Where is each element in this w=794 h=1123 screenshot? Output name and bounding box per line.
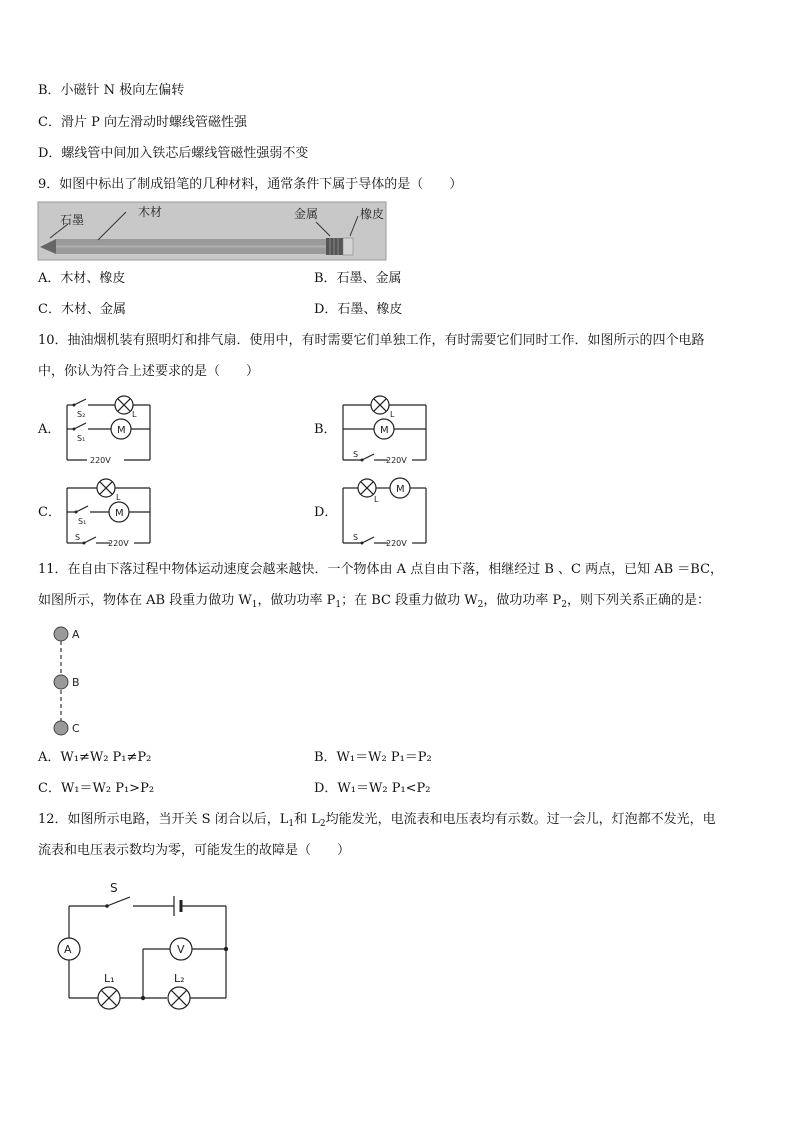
label-metal: 金属 [294,207,319,221]
svg-text:220V: 220V [90,456,111,465]
svg-text:M: M [115,508,124,519]
circuit-a [62,395,154,465]
q9-option-c: C．木材、金属 [38,302,126,317]
q11-option-d: D．W₁＝W₂ P₁<P₂ [314,781,431,796]
q8-option-b: B．小磁针 N 极向左偏转 [38,83,185,98]
q12-stem-line2: 流表和电压表示数均为零，可能发生的故障是（ ） [38,843,351,858]
q10-stem-line1: 10．抽油烟机装有照明灯和排气扇．使用中，有时需要它们单独工作，有时需要它们同时工作．如图所示的四个电路 [38,333,705,348]
svg-text:S: S [75,533,81,542]
svg-text:M: M [380,425,389,436]
point-a-ball [54,627,68,641]
svg-text:S: S [353,450,359,459]
svg-text:220V: 220V [386,456,407,465]
svg-text:L: L [390,410,395,419]
q9-stem: 9．如图中标出了制成铅笔的几种材料，通常条件下属于导体的是（ ） [38,177,463,192]
label-eraser: 橡皮 [360,207,385,221]
q9-option-b: B．石墨、金属 [314,271,402,286]
l2-label: L₂ [174,972,185,985]
q8-option-c: C．滑片 P 向左滑动时螺线管磁性强 [38,115,247,130]
q11-option-c: C．W₁＝W₂ P₁>P₂ [38,781,155,796]
svg-text:B: B [72,676,80,689]
pencil-eraser [343,238,353,255]
q9-option-d: D．石墨、橡皮 [314,302,403,317]
svg-text:S₁: S₁ [77,434,86,443]
q10-stem-line2: 中，你认为符合上述要求的是（ ） [38,364,260,379]
q10-option-a-label: A． [38,422,61,437]
point-c-ball [54,721,68,735]
q11-option-b: B．W₁＝W₂ P₁＝P₂ [314,750,432,765]
svg-text:220V: 220V [386,539,407,548]
circuit-b [338,395,430,465]
voltmeter-label: V [177,943,185,956]
q10-option-d-label: D． [314,505,338,520]
svg-text:S₁: S₁ [78,517,87,526]
svg-text:L: L [116,493,121,502]
q10-option-c-label: C． [38,505,61,520]
svg-text:M: M [117,425,126,436]
circuit-c [62,478,154,548]
svg-text:L: L [132,410,137,419]
svg-text:M: M [396,484,405,495]
svg-text:L: L [374,495,379,504]
circuit-d [338,478,430,548]
switch-label: S [110,881,118,895]
pencil-figure [38,202,386,260]
q11-stem-line2: 如图所示，物体在 AB 段重力做功 $W_1$，做功功率 $P_1$；在 BC 段重力做功 $W_2$，做功功率 $P_2$，则下列关系正确的是： [38,593,710,610]
svg-text:S₂: S₂ [77,410,86,419]
svg-text:C: C [72,722,80,735]
label-wood: 木材 [138,205,163,219]
q10-option-b-label: B． [314,422,337,437]
point-b-ball [54,675,68,689]
q11-stem-line1: 11．在自由下落过程中物体运动速度会越来越快．一个物体由 A 点自由下落，相继经过 B 、C 两点，已知 AB ＝BC， [38,562,724,577]
q12-stem-line1: 12．如图所示电路，当开关 S 闭合以后，$L_1$和 $L_2$均能发光，电流表和电压表均有示数。过一会儿，灯泡都不发光，电 [38,812,716,829]
q8-option-d: D．螺线管中间加入铁芯后螺线管磁性强弱不变 [38,146,309,161]
svg-text:A: A [72,628,80,641]
ammeter-label: A [64,943,72,956]
svg-text:220V: 220V [108,539,129,548]
l1-label: L₁ [104,972,115,985]
circuit-q12 [50,878,240,1016]
q9-option-a: A．木材、橡皮 [38,271,126,286]
falling-object-figure [50,624,90,738]
svg-text:S: S [353,533,359,542]
q11-option-a: A．W₁≠W₂ P₁≠P₂ [38,750,152,765]
label-graphite: 石墨 [60,213,85,227]
